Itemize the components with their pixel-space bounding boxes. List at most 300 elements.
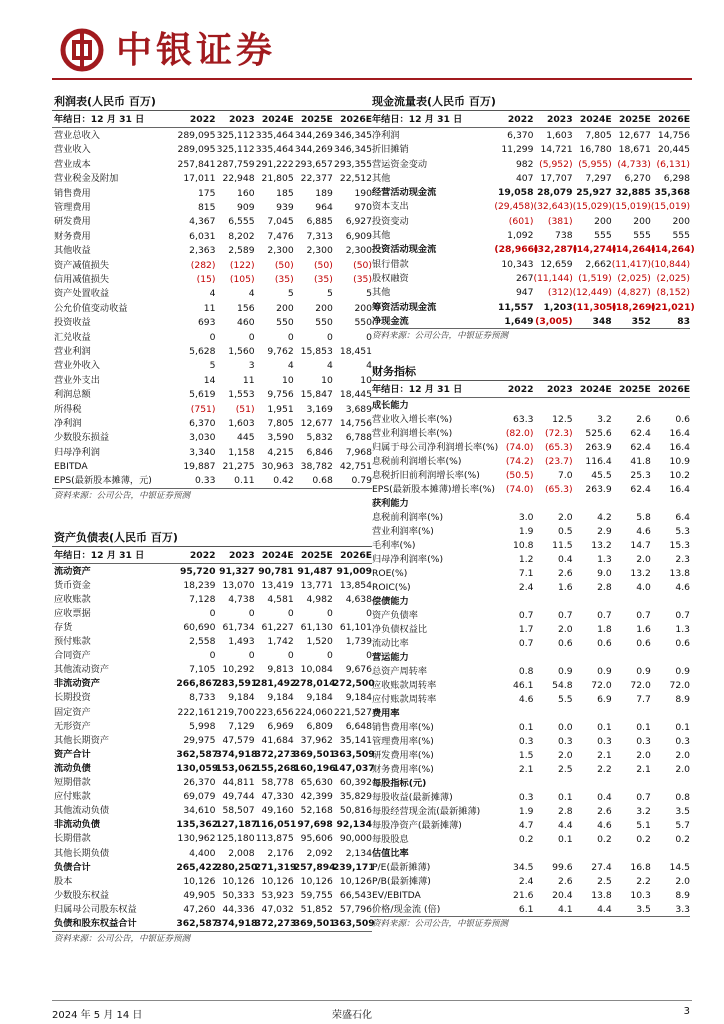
row-value: 20,445 <box>657 144 690 156</box>
cashflow-statement-panel <box>370 94 695 343</box>
row-value: 1,951 <box>267 403 294 415</box>
row-value: 155,268 <box>254 762 297 774</box>
row-value: 12,659 <box>540 258 573 270</box>
row-label: 其他 <box>372 287 391 299</box>
row-value: 289,095 <box>177 130 216 142</box>
row-value: (50) <box>353 259 372 271</box>
row-value: 2.2 <box>636 875 651 887</box>
table-row <box>370 874 690 888</box>
row-value: 0.3 <box>636 735 651 747</box>
row-value: (23.7) <box>544 455 573 467</box>
row-label: 应收票据 <box>54 607 91 619</box>
row-value: 2.0 <box>675 749 690 761</box>
table-row <box>370 678 690 692</box>
row-value: 10,126 <box>339 875 372 887</box>
row-value: 25.3 <box>630 469 651 481</box>
row-label: 资产处置收益 <box>54 288 110 300</box>
row-value: 160,196 <box>293 762 336 774</box>
company-name: 荣盛石化 <box>332 1010 372 1021</box>
row-value: 267 <box>515 272 534 284</box>
row-value: 2.0 <box>675 875 690 887</box>
row-value: 47,330 <box>261 791 294 803</box>
row-value: 62.4 <box>630 441 651 453</box>
table-header-row <box>52 547 372 564</box>
row-value: 0.3 <box>518 735 534 747</box>
table-row <box>52 733 372 747</box>
row-value <box>573 776 612 790</box>
table-row <box>52 663 372 677</box>
row-value: 12,677 <box>618 129 651 141</box>
row-value: (2,025) <box>617 272 651 284</box>
row-value: 0 <box>248 331 255 343</box>
row-value: 125,180 <box>216 833 255 845</box>
row-value: 95,606 <box>300 833 333 845</box>
table-row <box>52 719 372 733</box>
row-value: 2.1 <box>597 749 612 761</box>
row-value: (11,144) <box>533 272 573 284</box>
row-value: 90,000 <box>339 833 372 845</box>
row-value: (122) <box>229 259 255 271</box>
row-label: 成长能力 <box>372 399 409 411</box>
row-value: 10.3 <box>630 889 651 901</box>
row-value: 15,853 <box>300 345 333 357</box>
row-label: 资本支出 <box>372 201 409 213</box>
row-value: 0 <box>326 607 333 619</box>
table-row <box>52 846 372 860</box>
row-value: 362,587 <box>176 748 219 760</box>
row-value: 0.7 <box>557 609 573 621</box>
row-value: 738 <box>555 230 573 242</box>
row-value: 2,300 <box>345 245 372 257</box>
row-label: 银行借款 <box>372 258 409 270</box>
table-row <box>370 524 690 538</box>
row-value: (35) <box>313 273 333 285</box>
row-value: 0 <box>248 650 255 662</box>
row-value: 10,084 <box>300 664 333 676</box>
row-value: 344,269 <box>294 144 333 156</box>
row-value: 4.4 <box>557 819 573 831</box>
row-value: 0.42 <box>255 474 294 489</box>
row-label: 毛利率(%) <box>372 539 416 551</box>
table-row <box>52 244 372 258</box>
row-value: 407 <box>515 172 534 184</box>
table-row <box>52 373 372 387</box>
row-value: 1.3 <box>675 623 690 635</box>
row-value: (21,021) <box>650 301 695 313</box>
row-label: 存货 <box>54 622 73 634</box>
row-value: (32,287) <box>533 244 578 256</box>
row-value: 91,327 <box>219 565 255 577</box>
row-value: 263.9 <box>585 483 612 495</box>
row-label: 流动资产 <box>54 565 91 577</box>
row-value: 62.4 <box>630 427 651 439</box>
row-value: 372,273 <box>255 916 294 931</box>
row-value: 1.9 <box>518 805 534 817</box>
row-label: 营运能力 <box>372 651 409 663</box>
row-value: 5.1 <box>636 819 651 831</box>
row-value: 4.6 <box>636 525 651 537</box>
row-value <box>533 594 572 608</box>
row-value: 22,512 <box>339 173 372 185</box>
row-value: 0.8 <box>518 665 534 677</box>
row-value: 1.3 <box>597 553 612 565</box>
ratios-source-note: 资料来源：公司公告，中银证券预测 <box>372 919 509 929</box>
header-year: 2022 <box>176 111 215 128</box>
row-value: 13,070 <box>222 579 255 591</box>
row-value: 970 <box>354 202 372 214</box>
row-value: 0.1 <box>675 721 690 733</box>
row-value: 2,363 <box>189 245 216 257</box>
financial-ratios-table <box>370 381 690 917</box>
table-row <box>370 552 690 566</box>
row-value: 1.6 <box>636 623 651 635</box>
row-value: 9,184 <box>267 692 294 704</box>
row-value <box>573 706 612 720</box>
row-value: 2,589 <box>228 245 255 257</box>
row-label: 所得税 <box>54 403 82 415</box>
row-value: 50,816 <box>339 805 372 817</box>
table-row <box>52 606 372 620</box>
row-value: 1,520 <box>306 636 333 648</box>
row-label: 财务费用 <box>54 230 91 242</box>
row-value: 6.1 <box>494 902 533 917</box>
row-label: 费用率 <box>372 707 400 719</box>
row-value: 18,239 <box>183 579 216 591</box>
table-row <box>52 564 372 579</box>
row-label: 销售费用 <box>54 187 91 199</box>
row-value: 2.8 <box>597 581 612 593</box>
row-value: 0.3 <box>518 791 534 803</box>
row-value: 2.4 <box>518 875 534 887</box>
row-value: 3,340 <box>189 446 216 458</box>
row-label: 汇兑收益 <box>54 331 91 343</box>
row-label: 净利润 <box>372 129 400 141</box>
header-year: 2023 <box>215 111 254 128</box>
row-value <box>573 846 612 860</box>
row-value: 200 <box>594 215 612 227</box>
row-value: 1.8 <box>597 623 612 635</box>
row-value: 10,343 <box>501 258 534 270</box>
row-label: 息税前利润增长率(%) <box>372 455 462 467</box>
table-row <box>370 314 690 329</box>
table-row <box>52 387 372 401</box>
row-value <box>612 776 651 790</box>
table-row <box>370 804 690 818</box>
table-row <box>370 734 690 748</box>
row-value: (15,019) <box>650 201 691 213</box>
row-value: 59,755 <box>300 889 333 901</box>
row-value: 10,126 <box>261 875 294 887</box>
row-value: 17,707 <box>540 172 573 184</box>
row-value: 335,464 <box>255 130 294 142</box>
row-value: 1.6 <box>557 581 573 593</box>
row-value: 5.5 <box>557 693 573 705</box>
table-row <box>52 874 372 888</box>
row-label: 营业总收入 <box>54 130 100 142</box>
row-label: 资产减值损失 <box>54 259 110 271</box>
row-value: 2.1 <box>636 763 651 775</box>
bank-of-china-logo-icon <box>60 28 104 72</box>
row-value: (14,274) <box>572 244 617 256</box>
row-label: 净负债权益比 <box>372 623 428 635</box>
row-value: 72.0 <box>591 679 612 691</box>
row-value: 13.8 <box>669 567 690 579</box>
row-value: (11,305) <box>572 301 617 313</box>
row-value: 4 <box>366 360 372 372</box>
row-value <box>533 846 572 860</box>
row-label: EPS(最新股本摊薄)增长率(%) <box>372 483 495 495</box>
header-year: 2025E <box>294 111 333 128</box>
row-value <box>651 846 690 860</box>
row-value: 815 <box>197 202 216 214</box>
header-year: 2023 <box>215 547 254 564</box>
row-value: 7.0 <box>557 469 573 481</box>
header-year: 2022 <box>494 381 533 398</box>
row-value: 69,079 <box>183 791 216 803</box>
row-value: 12,677 <box>300 417 333 429</box>
row-value: 1,603 <box>228 417 255 429</box>
row-value: 6,555 <box>228 216 255 228</box>
row-value: 1,739 <box>345 636 372 648</box>
row-value: 6,885 <box>306 216 333 228</box>
table-row <box>370 398 690 413</box>
row-label: 货币资金 <box>54 579 91 591</box>
row-value: 0 <box>366 331 372 343</box>
row-value: (10,844) <box>650 258 691 270</box>
income-statement-panel <box>52 94 372 503</box>
row-value: (50) <box>313 259 333 271</box>
table-row <box>370 157 690 171</box>
row-value: 10.9 <box>669 455 690 467</box>
row-value: 116,051 <box>254 819 297 831</box>
cashflow-source-note: 资料来源：公司公告，中银证券预测 <box>372 331 509 342</box>
header-label: 年结日：12 月 31 日 <box>370 111 494 128</box>
row-value: (3,005) <box>533 314 572 329</box>
row-value: 2.3 <box>675 553 690 565</box>
table-row <box>52 691 372 705</box>
row-label: 股权融资 <box>372 272 409 284</box>
row-value: 113,875 <box>255 833 294 845</box>
row-value: 18,451 <box>339 345 372 357</box>
row-value: 369,501 <box>293 748 336 760</box>
row-value: 22,948 <box>222 173 255 185</box>
row-label: 投资活动现金流 <box>372 244 437 256</box>
row-value: 54.8 <box>552 679 573 691</box>
row-value: 4,581 <box>267 593 294 605</box>
row-value: 221,527 <box>334 706 372 718</box>
row-value: 0 <box>366 650 372 662</box>
row-value: 66,543 <box>339 889 372 901</box>
row-value: 4.6 <box>597 819 612 831</box>
row-value: 5 <box>287 288 294 300</box>
row-value: 57,796 <box>339 903 372 915</box>
table-row <box>370 818 690 832</box>
row-value <box>651 398 690 413</box>
row-value: 61,734 <box>222 622 255 634</box>
row-value: 62.4 <box>630 483 651 495</box>
row-value: 90,781 <box>258 565 294 577</box>
row-label: 营业收入增长率(%) <box>372 413 453 425</box>
row-value: 0.3 <box>597 735 612 747</box>
brand-name: 中银证券 <box>116 29 277 71</box>
row-label: 每股经营现金流(最新摊薄) <box>372 805 481 817</box>
row-value: 280,250 <box>215 861 258 873</box>
row-value: 0.6 <box>675 413 690 425</box>
row-value: (1,519) <box>578 272 612 284</box>
row-value: 41.8 <box>630 455 651 467</box>
table-row <box>52 635 372 649</box>
row-value <box>651 496 690 510</box>
row-value: 2.6 <box>557 875 573 887</box>
table-row <box>52 474 372 489</box>
row-value: 130,962 <box>177 833 216 845</box>
row-label: 营业税金及附加 <box>54 173 119 185</box>
row-value <box>612 846 651 860</box>
row-value: 28,079 <box>537 187 573 199</box>
row-value: 1,603 <box>546 129 573 141</box>
row-value: 369,501 <box>294 916 333 931</box>
table-header-row <box>52 111 372 128</box>
table-row <box>52 215 372 229</box>
row-value: (65.3) <box>544 483 573 495</box>
row-label: 营业利润 <box>54 345 91 357</box>
row-value: 14,756 <box>657 129 690 141</box>
row-value: 16.8 <box>630 861 651 873</box>
row-label: 价格/现金流 (倍) <box>370 902 494 917</box>
row-value: 0.5 <box>557 525 573 537</box>
row-value: 10,126 <box>300 875 333 887</box>
row-value: 10,126 <box>183 875 216 887</box>
row-value: 9,184 <box>228 692 255 704</box>
row-value: (50.5) <box>505 469 534 481</box>
row-value: 7.7 <box>636 693 651 705</box>
table-row <box>370 636 690 650</box>
row-value: 0.2 <box>636 833 651 845</box>
table-row <box>370 468 690 482</box>
row-value: 49,905 <box>183 889 216 901</box>
row-value: 3,689 <box>345 403 372 415</box>
row-value: 45.5 <box>591 469 612 481</box>
row-value: 1,493 <box>228 636 255 648</box>
row-value: 47,579 <box>222 734 255 746</box>
row-value: 14,756 <box>339 417 372 429</box>
table-row <box>52 578 372 592</box>
report-date: 2024 年 5 月 14 日 <box>52 1010 143 1021</box>
row-value: 25,927 <box>576 187 612 199</box>
header-year: 2024E <box>573 111 612 128</box>
table-row <box>52 818 372 832</box>
row-value: 0.7 <box>597 609 612 621</box>
row-value: 14,721 <box>540 144 573 156</box>
row-value <box>573 398 612 413</box>
row-value: 555 <box>594 230 612 242</box>
table-header-row <box>370 111 690 128</box>
row-value: 7,968 <box>345 446 372 458</box>
row-value: 189 <box>315 187 333 199</box>
row-value: 175 <box>197 187 216 199</box>
row-label: 无形资产 <box>54 720 91 732</box>
row-value: 0.7 <box>518 609 534 621</box>
table-row <box>370 706 690 720</box>
row-label: EV/EBITDA <box>372 889 421 901</box>
row-value: 35,829 <box>339 791 372 803</box>
row-value: 6,648 <box>345 720 372 732</box>
cashflow-statement-table <box>370 111 695 329</box>
row-value: 325,112 <box>216 130 255 142</box>
table-row <box>370 664 690 678</box>
row-value: 281,492 <box>254 678 297 690</box>
row-value: 362,587 <box>176 916 215 931</box>
row-value: 29,975 <box>183 734 216 746</box>
balance-sheet-panel <box>52 530 375 946</box>
row-value: 10,126 <box>222 875 255 887</box>
row-value: 4.7 <box>518 819 534 831</box>
row-value: 0.9 <box>636 665 651 677</box>
row-value: 9,813 <box>267 664 294 676</box>
row-value: 2.0 <box>675 763 690 775</box>
row-value: 1,092 <box>507 230 534 242</box>
table-row <box>52 431 372 445</box>
row-value: 8,733 <box>189 692 216 704</box>
row-value: (12,449) <box>572 287 612 299</box>
row-value: 20.4 <box>552 889 573 901</box>
row-value: 5.8 <box>636 511 651 523</box>
row-value: 550 <box>354 317 372 329</box>
row-value: 3,169 <box>306 403 333 415</box>
row-value <box>494 706 533 720</box>
row-value: 9,184 <box>306 692 333 704</box>
row-value: (601) <box>508 215 534 227</box>
row-label: 合同资产 <box>54 650 91 662</box>
row-label: 偿债能力 <box>372 595 409 607</box>
row-label: 其他长期资产 <box>54 734 110 746</box>
row-value: 190 <box>354 187 372 199</box>
row-label: 获利能力 <box>372 497 409 509</box>
row-value: 4 <box>287 360 294 372</box>
row-label: 其他长期负债 <box>54 847 110 859</box>
row-value: 0.7 <box>675 609 690 621</box>
row-label: 负债合计 <box>54 861 91 873</box>
row-value <box>612 594 651 608</box>
row-label: 营业利润率(%) <box>372 525 434 537</box>
row-value: 3 <box>248 360 255 372</box>
balance-sheet-title: 资产负债表(人民币 百万) <box>52 530 372 547</box>
table-row <box>370 608 690 622</box>
row-value: 7,313 <box>306 230 333 242</box>
row-value: 0 <box>287 650 294 662</box>
row-value: (74.2) <box>505 455 534 467</box>
row-value: 3.3 <box>651 902 690 917</box>
row-value: 6,031 <box>189 230 216 242</box>
table-row <box>370 790 690 804</box>
row-label: 营运资金变动 <box>372 158 428 170</box>
table-row <box>370 440 690 454</box>
row-value: 3.2 <box>636 805 651 817</box>
table-row <box>52 804 372 818</box>
row-value: 272,500 <box>332 678 375 690</box>
table-row <box>52 888 372 902</box>
table-row <box>52 649 372 663</box>
row-value: (15,029) <box>572 201 612 213</box>
row-value: 0.2 <box>597 833 612 845</box>
header-label: 年结日：12 月 31 日 <box>52 547 176 564</box>
header-year: 2025E <box>612 111 651 128</box>
table-row <box>52 258 372 272</box>
header-year: 2025E <box>294 547 333 564</box>
row-value: 0.0 <box>557 721 573 733</box>
row-value: 14 <box>203 374 216 386</box>
row-value: 4.1 <box>533 902 572 917</box>
